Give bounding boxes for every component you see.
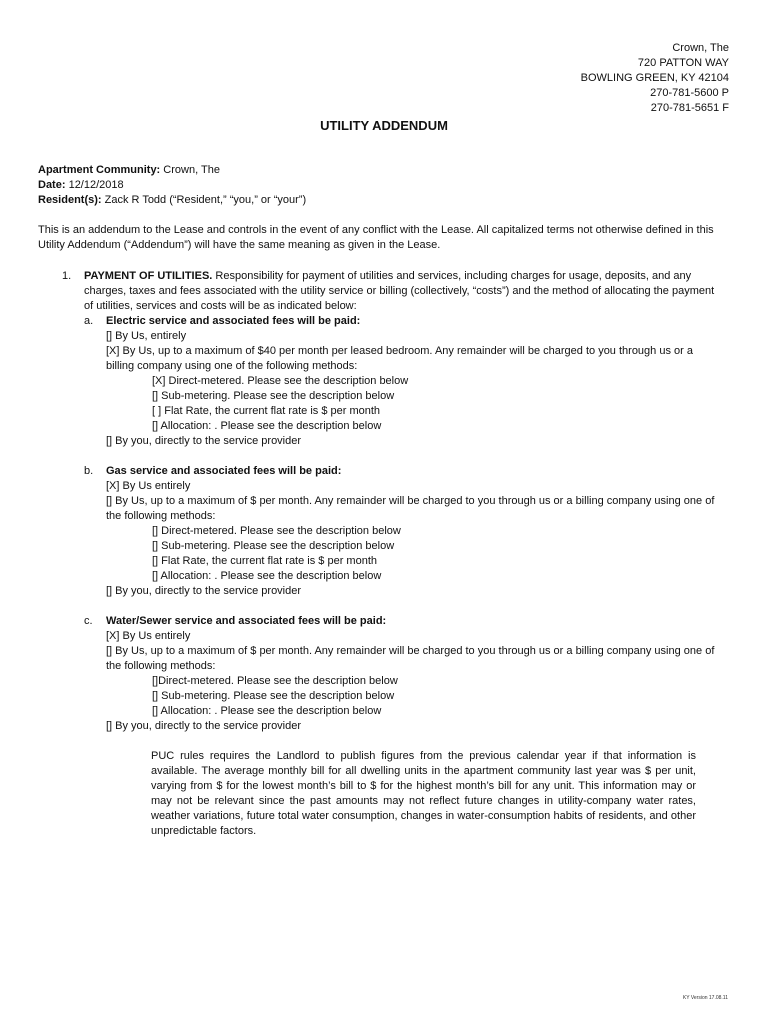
subsection-heading: Water/Sewer service and associated fees will be paid: (106, 615, 387, 627)
option-line: [X] By Us entirely (106, 480, 191, 492)
community-line (38, 163, 728, 178)
method-line: [ ] Flat Rate, the current flat rate is $ per month (152, 405, 381, 417)
section-number: 1. (62, 270, 72, 282)
method-line: [] Allocation: . Please see the description below (152, 420, 382, 432)
subsection-heading: Gas service and associated fees will be paid: (106, 465, 342, 477)
option-line: [] By you, directly to the service provider (106, 435, 302, 447)
landlord-address-block (581, 41, 729, 116)
intro-paragraph: This is an addendum to the Lease and controls in the event of any conflict with the Lease. All capitalized terms not otherwise defined in this Utility Addendum (“Addendum”) will have the same meaning as given in the Lease. (38, 224, 714, 251)
section-intro (84, 269, 722, 314)
method-line: [] Direct-metered. Please see the description below (152, 525, 401, 537)
option-line: [X] By Us entirely (106, 630, 191, 642)
option-line: [X] By Us, up to a maximum of $40 per month per leased bedroom. Any remainder will be charged to you through us or a billing company using one of the following methods: (106, 345, 693, 372)
option-line: [] By you, directly to the service provider (106, 585, 302, 597)
method-line: [X] Direct-metered. Please see the description below (152, 375, 409, 387)
residents-line (38, 193, 728, 208)
community-value: Crown, The (160, 164, 220, 176)
subsection-water-sewer (84, 614, 722, 839)
method-line: []Direct-metered. Please see the description below (152, 675, 398, 687)
subsection-heading: Electric service and associated fees will be paid: (106, 315, 361, 327)
section-heading: PAYMENT OF UTILITIES. (84, 270, 213, 282)
subsection-gas (84, 464, 722, 599)
puc-disclosure-paragraph: PUC rules requires the Landlord to publish figures from the previous calendar year if that information is available. The average monthly bill for all dwelling units in the apartment community last year was $ per unit, varying from $ for the lowest month’s bill to $ for the highest month’s bill for any unit. This information may or may not be relevant since the past amounts may not reflect future changes in utility-company water rates, weather variations, future total water consumption, changes in water-consumption habits of residents, and other unpredictable factors. (151, 750, 696, 837)
landlord-city: BOWLING GREEN, KY 42104 (580, 72, 729, 84)
lease-meta (38, 163, 728, 208)
residents-label: Resident(s): (38, 194, 102, 206)
method-line: [] Flat Rate, the current flat rate is $ per month (152, 555, 377, 567)
section-body (84, 269, 722, 839)
landlord-street: 720 PATTON WAY (637, 57, 729, 69)
community-label: Apartment Community: (38, 164, 161, 176)
method-line: [] Sub-metering. Please see the description below (152, 690, 395, 702)
method-line: [] Sub-metering. Please see the description below (152, 390, 395, 402)
method-line: [] Sub-metering. Please see the description below (152, 540, 395, 552)
document-title: UTILITY ADDENDUM (320, 118, 448, 133)
subsection-letter: a. (84, 315, 94, 327)
landlord-phone: 270-781-5600 P (650, 87, 729, 99)
option-line: [] By Us, entirely (106, 330, 187, 342)
method-line: [] Allocation: . Please see the description below (152, 705, 382, 717)
landlord-name: Crown, The (672, 42, 729, 54)
subsection-letter: c. (84, 615, 93, 627)
landlord-fax: 270-781-5651 F (650, 102, 729, 114)
option-line: [] By Us, up to a maximum of $ per month. Any remainder will be charged to you through us or a billing company using one of the following methods: (106, 495, 715, 522)
date-label: Date: (38, 179, 66, 191)
residents-value: Zack R Todd (“Resident,” “you,” or “your”) (101, 194, 307, 206)
date-value: 12/12/2018 (65, 179, 124, 191)
subsection-letter: b. (84, 465, 94, 477)
option-line: [] By Us, up to a maximum of $ per month. Any remainder will be charged to you through us or a billing company using one of the following methods: (106, 645, 715, 672)
section-payment-of-utilities (62, 269, 722, 839)
version-footer: KY Version 17.08.11 (682, 995, 728, 1001)
section-text: Responsibility for payment of utilities and services, including charges for usage, deposits, and any charges, taxes and fees associated with the utility service or billing (collectively, “costs”) and the method of allocating the payment of utilities, services and costs will be as indicated below: (84, 270, 715, 312)
date-line (38, 178, 728, 193)
method-line: [] Allocation: . Please see the description below (152, 570, 382, 582)
subsection-electric (84, 314, 722, 449)
option-line: [] By you, directly to the service provider (106, 720, 302, 732)
